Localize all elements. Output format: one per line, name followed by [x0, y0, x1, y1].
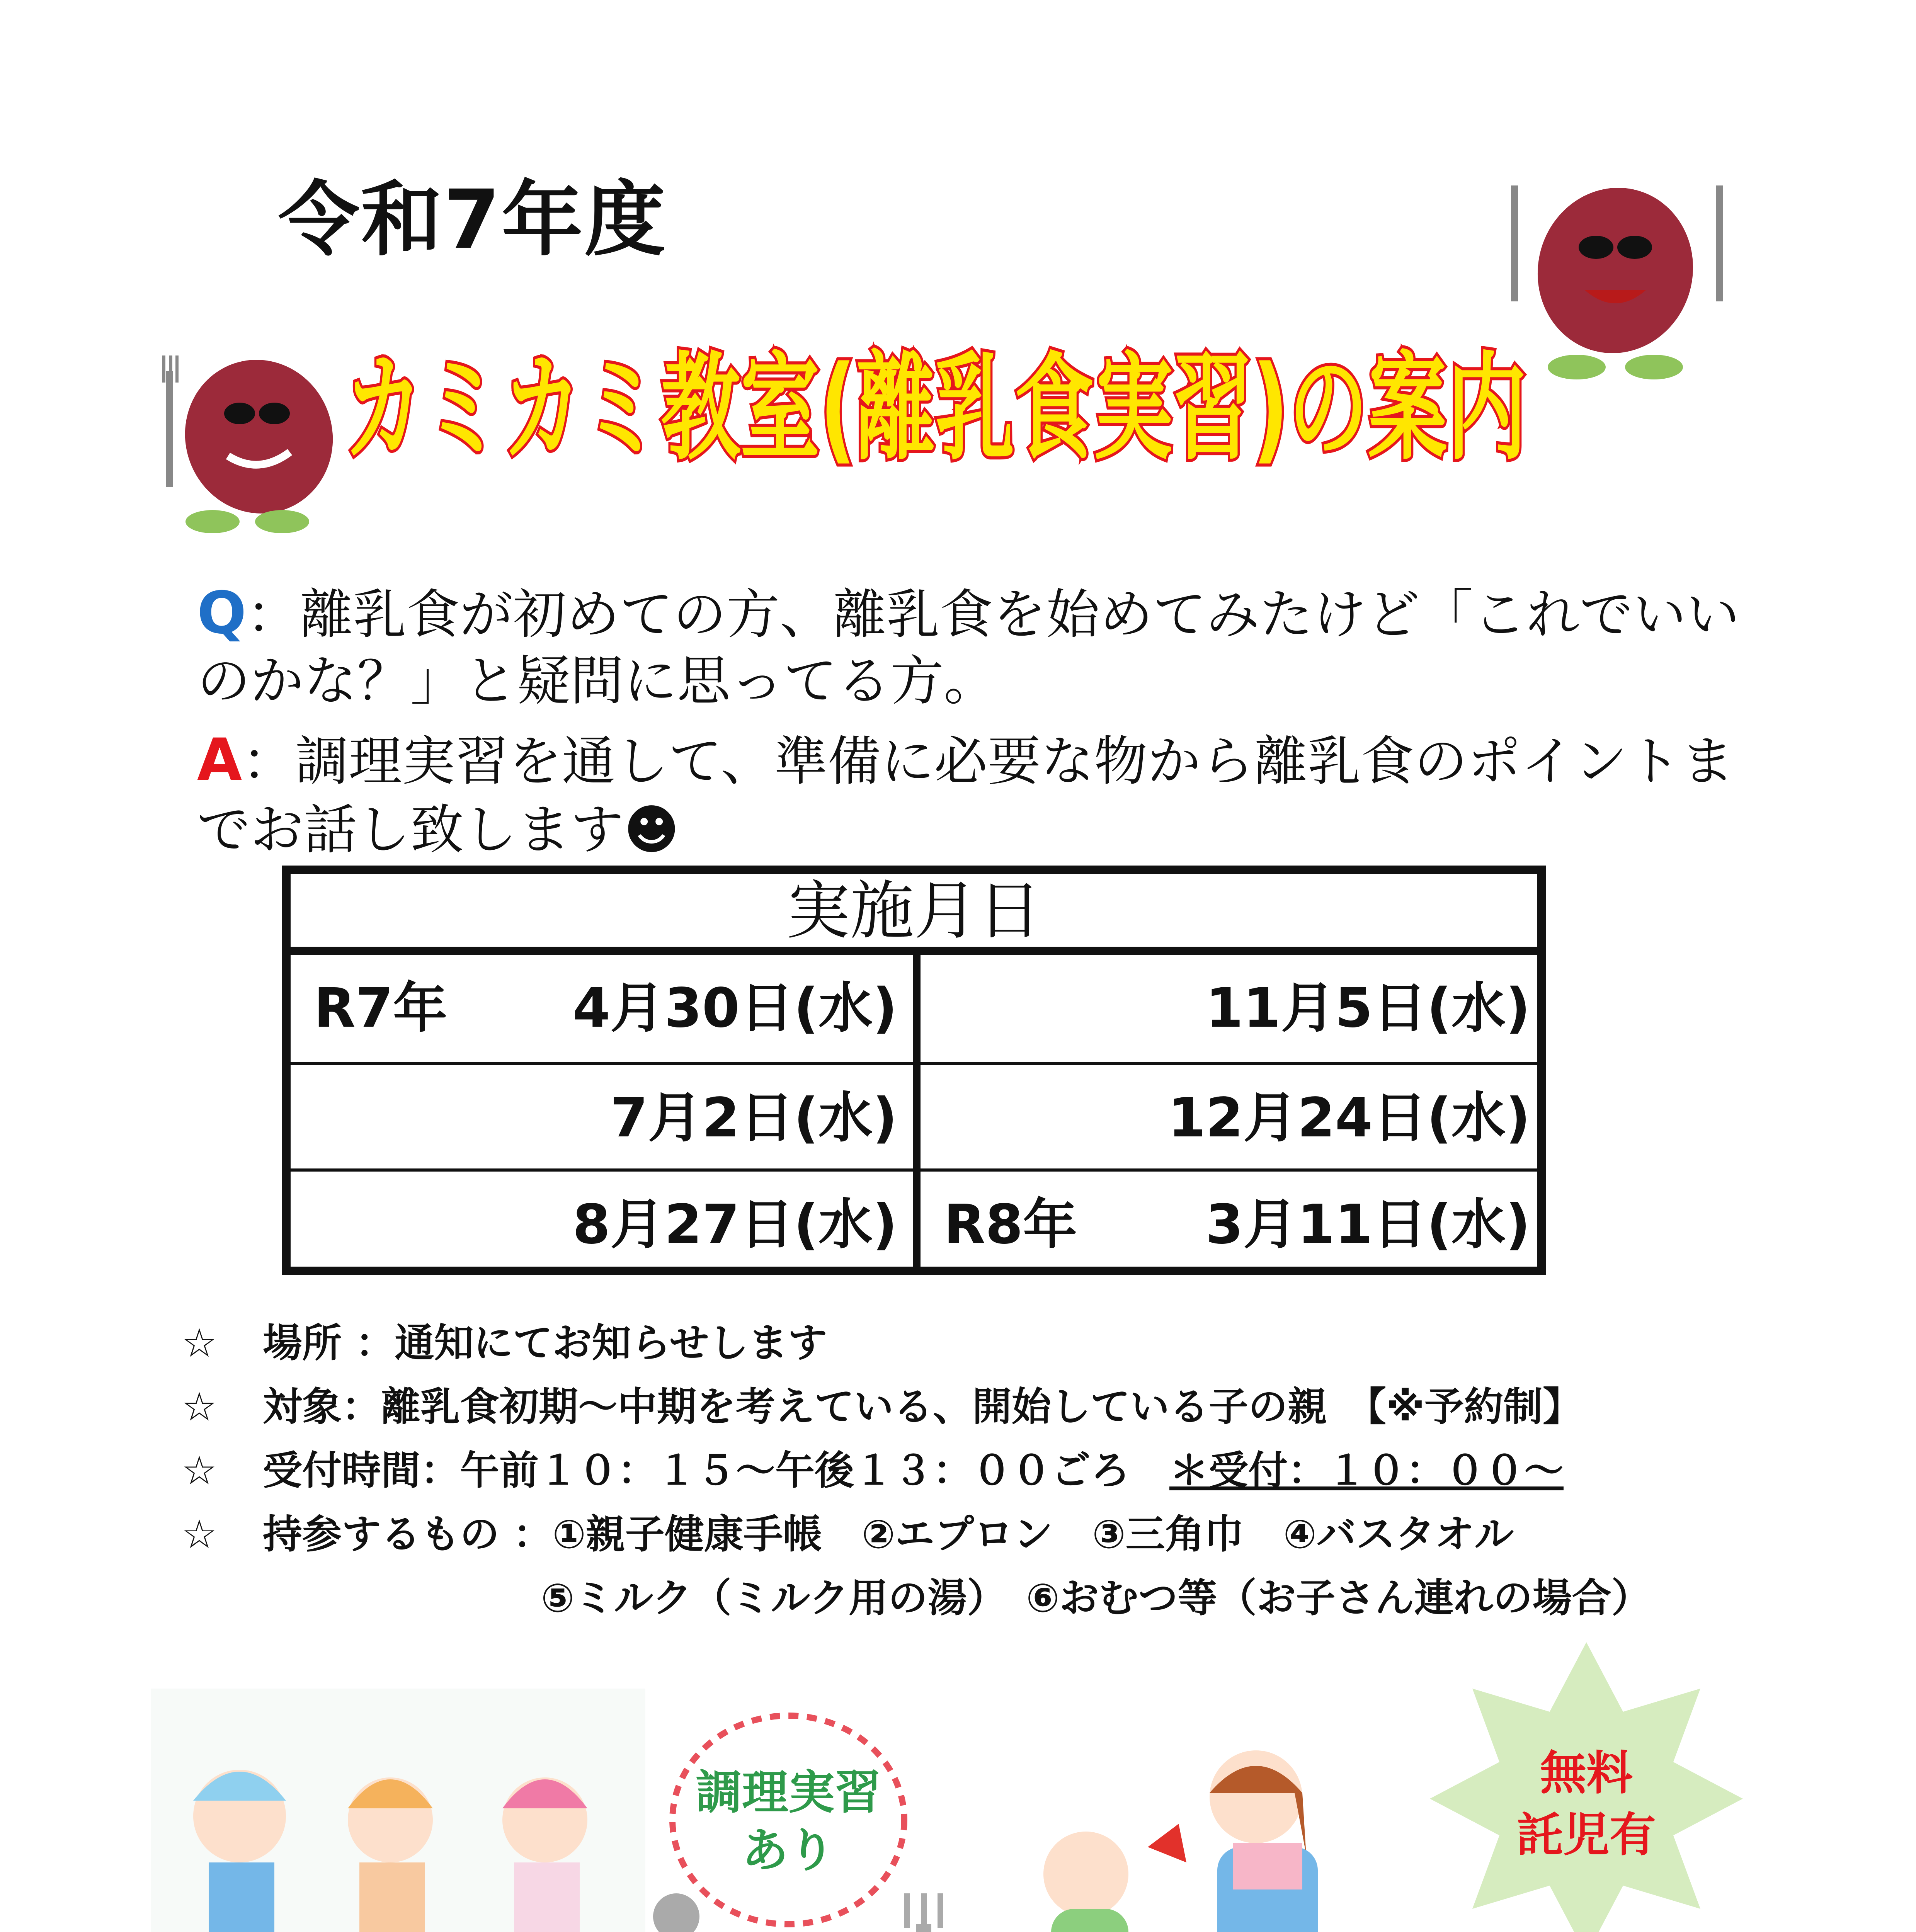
cooking-class-illustration	[151, 1689, 645, 1932]
info-reception	[182, 1439, 1564, 1496]
info-target	[182, 1376, 1582, 1432]
schedule-date: 7月2日(水)	[610, 1087, 897, 1150]
schedule-date: 8月27日(水)	[572, 1193, 897, 1256]
info-items	[182, 1503, 1514, 1560]
page-title	[340, 278, 1538, 495]
info-reception-text: 受付時間：午前１０：１５～午後１３：００ごろ	[263, 1448, 1169, 1494]
mother-and-baby-illustration	[985, 1708, 1422, 1932]
star-icon: ☆	[182, 1512, 217, 1558]
schedule-cell	[921, 1062, 1546, 1168]
star-icon: ☆	[182, 1448, 217, 1494]
schedule-cell	[291, 955, 921, 1062]
schedule-cell	[291, 1062, 921, 1168]
schedule-date: 4月30日(水)	[572, 977, 897, 1040]
a-mark: A	[197, 726, 242, 794]
cooking-badge-line2: あり	[742, 1824, 835, 1878]
spoon-icon	[889, 1886, 958, 1932]
info-place	[182, 1312, 827, 1368]
page-title-text: カミカミ教室(離乳食実習)の案内	[344, 341, 1526, 476]
info-place-text: 場所 ：通知にてお知らせします	[263, 1320, 827, 1366]
question-line-1	[197, 580, 1740, 648]
schedule-grid	[291, 955, 1537, 1275]
schedule-cell	[921, 955, 1546, 1062]
cooking-badge-line1: 調理実習	[696, 1766, 881, 1820]
schedule-date: 3月11日(水)	[1205, 1193, 1530, 1256]
schedule-era: R8年	[944, 1193, 1077, 1256]
info-items-continued: ⑤ミルク（ミルク用の湯） ⑥おむつ等（お子さん連れの場合）	[541, 1575, 1651, 1621]
schedule-date: 11月5日(水)	[1205, 977, 1530, 1040]
star-icon: ☆	[182, 1320, 217, 1366]
fork-icon	[642, 1886, 711, 1932]
fiscal-year: 令和7年度	[278, 172, 667, 267]
free-childcare-starburst	[1422, 1634, 1751, 1932]
schedule-cell	[291, 1168, 921, 1275]
schedule-cell	[921, 1168, 1546, 1275]
starburst-line2: 託児有	[1517, 1808, 1656, 1862]
sweet-potato-mascot-right	[1499, 170, 1739, 386]
info-items-text: 持参するもの ：①親子健康手帳 ②エプロン ③三角巾 ④バスタオル	[263, 1512, 1514, 1558]
question-line-2: のかな？」と疑問に思ってる方。	[197, 650, 997, 712]
q-mark: Q	[197, 580, 247, 647]
answer-line-2: でお話し致します☻	[197, 799, 679, 861]
star-icon: ☆	[182, 1384, 217, 1430]
schedule-table	[282, 866, 1546, 1275]
sweet-potato-mascot-left	[151, 332, 367, 541]
schedule-date: 12月24日(水)	[1168, 1087, 1530, 1150]
question-text-1: ：離乳食が初めての方、離乳食を始めてみたけど「これでいい	[246, 583, 1740, 646]
answer-line-1	[197, 726, 1734, 795]
answer-text-1: ：調理実習を通して、準備に必要な物から離乳食のポイントま	[242, 730, 1734, 793]
info-reception-note: ＊受付：１０：００～	[1169, 1448, 1564, 1494]
starburst-line1: 無料	[1540, 1747, 1633, 1800]
schedule-era: R7年	[314, 977, 448, 1040]
info-target-text: 対象：離乳食初期～中期を考えている、開始している子の親 【※予約制】	[263, 1384, 1582, 1430]
schedule-heading: 実施月日	[291, 874, 1537, 955]
